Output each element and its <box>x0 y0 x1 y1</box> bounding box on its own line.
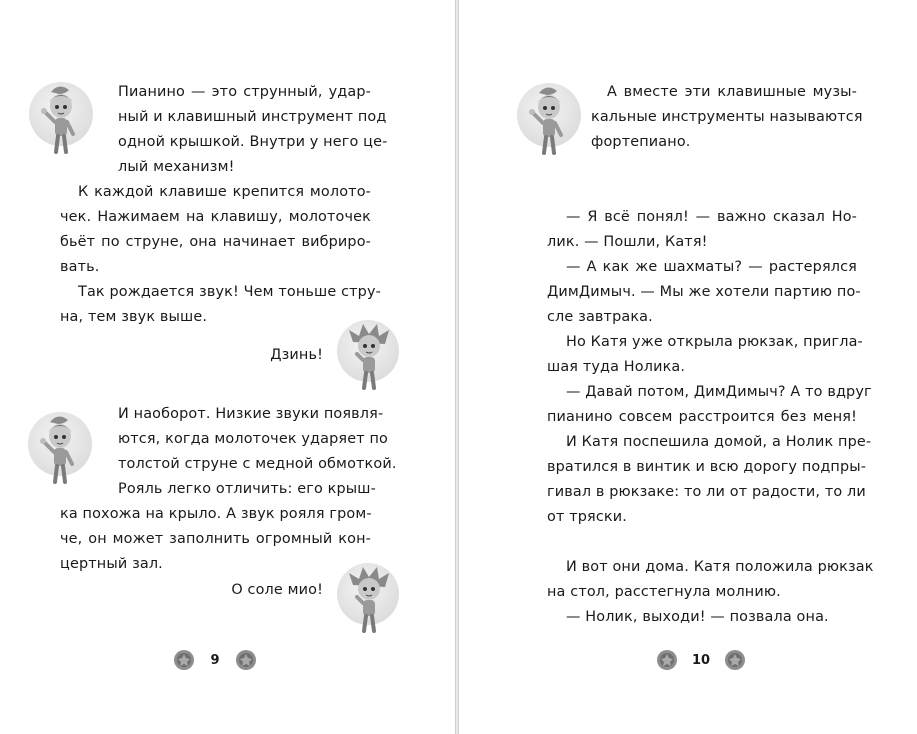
text-line: И наоборот. Низкие звуки появля- <box>118 406 384 422</box>
nolik-avatar <box>337 320 399 382</box>
text-line: фортепиано. <box>591 134 691 150</box>
text-line: — А как же шахматы? — растерялся <box>566 259 857 275</box>
gear-icon <box>235 649 257 671</box>
text-line: ДимДимыч. — Мы же хотели партию по- <box>547 284 861 300</box>
nolik-avatar <box>337 563 399 625</box>
text-line: А вместе эти клавишные музы- <box>607 84 857 100</box>
text-line: вратился в винтик и всю дорогу подпры- <box>547 459 867 475</box>
text-line: цертный зал. <box>60 556 163 572</box>
left-page <box>0 0 456 734</box>
girl-character-icon <box>28 412 92 496</box>
text-line: К каждой клавише крепится молото- <box>78 184 371 200</box>
girl-character-icon <box>517 83 581 167</box>
text-line: бьёт по струне, она начинает вибриро- <box>60 234 371 250</box>
text-line: — Я всё понял! — важно сказал Но- <box>566 209 857 225</box>
text-line: на, тем звук выше. <box>60 309 208 325</box>
gear-icon <box>724 649 746 671</box>
text-line: одной крышкой. Внутри у него це- <box>118 134 388 150</box>
text-line: И вот они дома. Катя положила рюкзак <box>566 559 874 575</box>
right-page <box>458 0 917 734</box>
text-line: ются, когда молоточек ударяет по <box>118 431 388 447</box>
text-line: шая туда Нолика. <box>547 359 686 375</box>
text-line: О соле мио! <box>231 582 323 598</box>
text-line: Так рождается звук! Чем тоньше стру- <box>78 284 381 300</box>
boy-character-icon <box>337 563 399 645</box>
text-line: Рояль легко отличить: его крыш- <box>118 481 376 497</box>
page-number: 10 <box>691 653 711 668</box>
text-line: И Катя поспешила домой, а Нолик пре- <box>566 434 872 450</box>
text-line: на стол, расстегнула молнию. <box>547 584 781 600</box>
text-line: лик. — Пошли, Катя! <box>547 234 708 250</box>
text-line: вать. <box>60 259 100 275</box>
text-line: Дзинь! <box>270 347 323 363</box>
gear-icon <box>656 649 678 671</box>
text-line: пианино совсем расстроится без меня! <box>547 409 857 425</box>
text-line: лый механизм! <box>118 159 235 175</box>
text-line: ный и клавишный инструмент под <box>118 109 387 125</box>
text-line: Пианино — это струнный, удар- <box>118 84 371 100</box>
simka-avatar <box>517 83 581 147</box>
text-line: сле завтрака. <box>547 309 653 325</box>
text-line: толстой струне с медной обмоткой. <box>118 456 397 472</box>
text-line: гивал в рюкзаке: то ли от радости, то ли <box>547 484 866 500</box>
text-line: чек. Нажимаем на клавишу, молоточек <box>60 209 371 225</box>
text-line: от тряски. <box>547 509 627 525</box>
text-line: Но Катя уже открыла рюкзак, пригла- <box>566 334 863 350</box>
girl-character-icon <box>29 82 93 166</box>
text-line: че, он может заполнить огромный кон- <box>60 531 371 547</box>
boy-character-icon <box>337 320 399 402</box>
text-line: кальные инструменты называются <box>591 109 863 125</box>
page-number: 9 <box>210 653 220 668</box>
text-line: ка похожа на крыло. А звук рояля гром- <box>60 506 372 522</box>
text-line: — Нолик, выходи! — позвала она. <box>566 609 829 625</box>
gear-icon <box>173 649 195 671</box>
text-line: — Давай потом, ДимДимыч? А то вдруг <box>566 384 872 400</box>
simka-avatar <box>29 82 93 146</box>
simka-avatar <box>28 412 92 476</box>
